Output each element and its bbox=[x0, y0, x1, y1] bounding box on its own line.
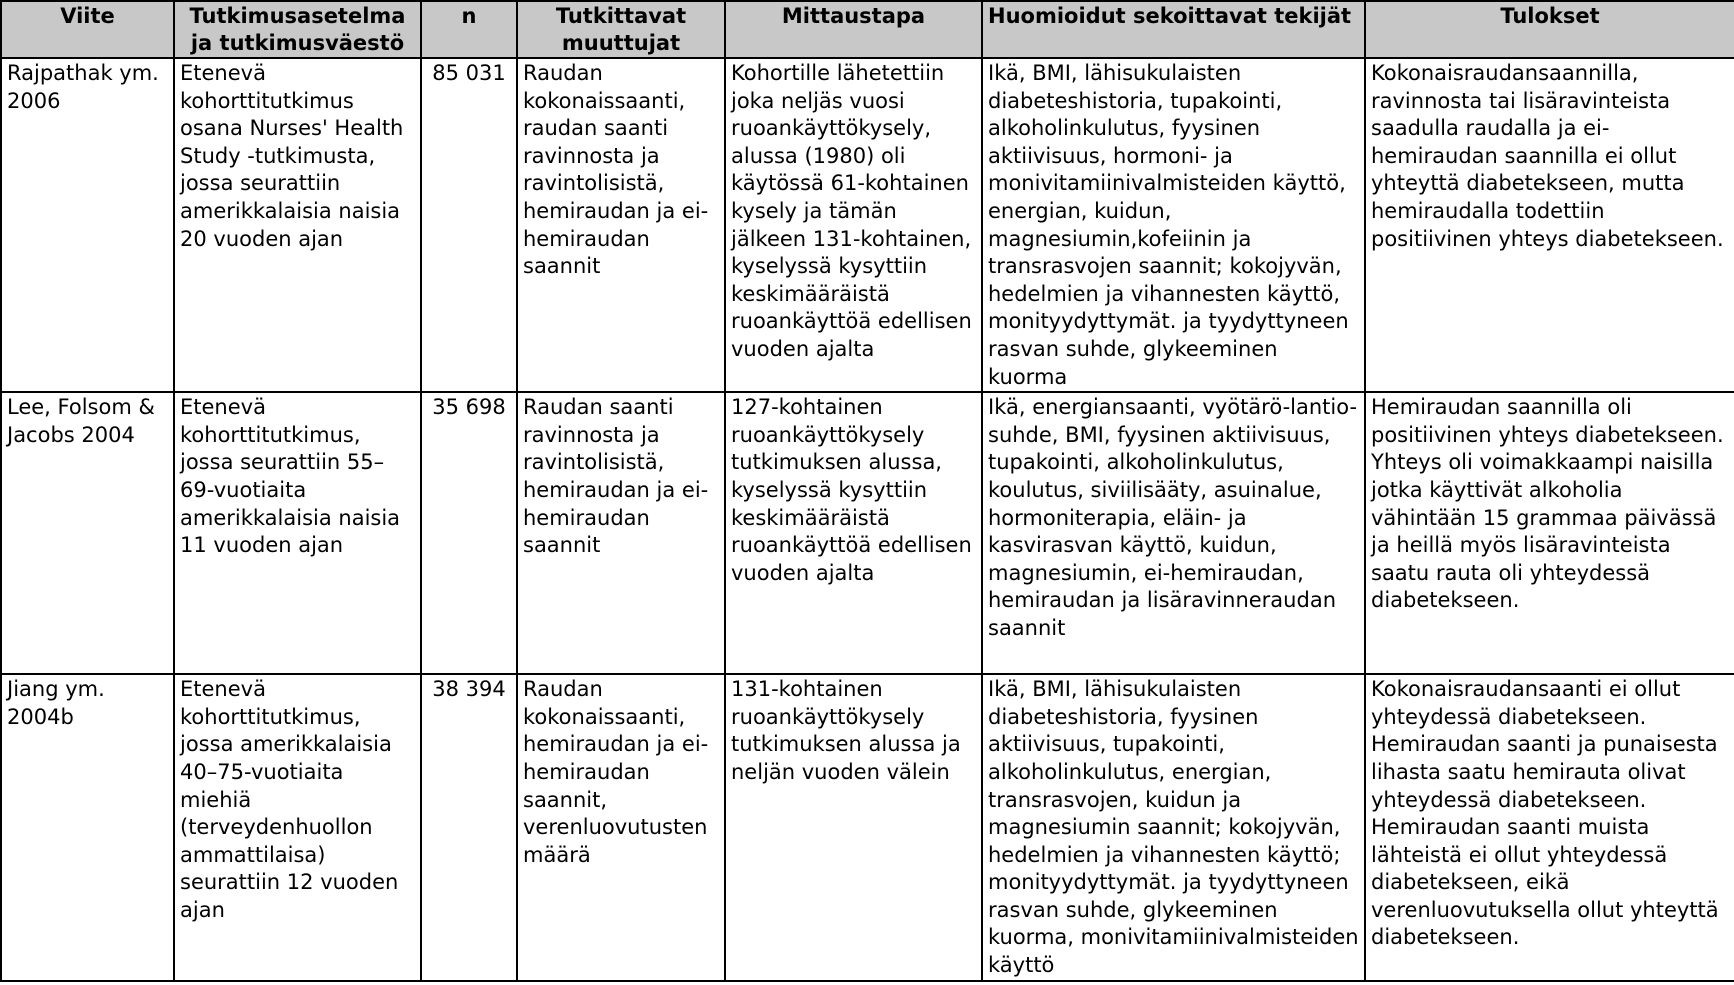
header-sekoittavat-tekijat: Huomioidut sekoittavat tekijät bbox=[982, 1, 1365, 58]
header-tulokset: Tulokset bbox=[1365, 1, 1734, 58]
header-viite: Viite bbox=[1, 1, 174, 58]
header-tutkimusasetelma: Tutkimusasetelma ja tutkimusväestö bbox=[174, 1, 421, 58]
cell-muuttujat: Raudan kokonaissaanti, raudan saanti ravinnosta ja ravintolisistä, hemiraudan ja ei-hemiraudan saannit bbox=[517, 58, 725, 392]
header-n: n bbox=[421, 1, 517, 58]
table-row bbox=[1, 58, 1734, 392]
cell-sekoittavat: Ikä, BMI, lähisukulaisten diabeteshistoria, fyysinen aktiivisuus, tupakointi, alkoholinkulutus, energian, transrasvojen, kuidun ja magnesiumin saannit; kokojyvän, hedelmien ja vihannesten käyttö; monityydyttymät. ja tyydyttyneen rasvan suhde, glykeeminen kuorma, monivitamiinivalmisteiden käyttö bbox=[982, 674, 1365, 981]
header-row bbox=[1, 1, 1734, 58]
cell-muuttujat: Raudan kokonaissaanti, hemiraudan ja ei-hemiraudan saannit, verenluovutusten määrä bbox=[517, 674, 725, 981]
cell-n: 35 698 bbox=[421, 392, 517, 674]
cell-n: 38 394 bbox=[421, 674, 517, 981]
cell-tulokset: Hemiraudan saannilla oli positiivinen yhteys diabetekseen. Yhteys oli voimakkaampi naisilla jotka käyttivät alkoholia vähintään 15 grammaa päivässä ja heillä myös lisäravinteista saatu rauta oli yhteydessä diabetekseen. bbox=[1365, 392, 1734, 674]
cell-mittaustapa: Kohortille lähetettiin joka neljäs vuosi ruoankäyttökysely, alussa (1980) oli käytössä 61-kohtainen kysely ja tämän jälkeen 131-kohtainen, kyselyssä kysyttiin keskimääräistä ruoankäyttöä edellisen vuoden ajalta bbox=[725, 58, 982, 392]
cell-tutkimusasetelma: Etenevä kohorttitutkimus, jossa seurattiin 55–69-vuotiaita amerikkalaisia naisia 11 vuoden ajan bbox=[174, 392, 421, 674]
cell-viite: Lee, Folsom & Jacobs 2004 bbox=[1, 392, 174, 674]
cell-muuttujat: Raudan saanti ravinnosta ja ravintolisistä, hemiraudan ja ei-hemiraudan saannit bbox=[517, 392, 725, 674]
cell-tulokset: Kokonaisraudansaanti ei ollut yhteydessä diabetekseen. Hemiraudan saanti ja punaisesta lihasta saatu hemirauta olivat yhteydessä diabetekseen. Hemiraudan saanti muista lähteistä ei ollut yhteydessä diabetekseen, eikä verenluovutuksella ollut yhteyttä diabetekseen. bbox=[1365, 674, 1734, 981]
header-tutkittavat-muuttujat: Tutkittavat muuttujat bbox=[517, 1, 725, 58]
cell-tutkimusasetelma: Etenevä kohorttitutkimus osana Nurses' Health Study -tutkimusta, jossa seurattiin amerikkalaisia naisia 20 vuoden ajan bbox=[174, 58, 421, 392]
table-row bbox=[1, 392, 1734, 674]
table-row bbox=[1, 674, 1734, 981]
cell-n: 85 031 bbox=[421, 58, 517, 392]
cell-viite: Jiang ym. 2004b bbox=[1, 674, 174, 981]
cell-sekoittavat: Ikä, BMI, lähisukulaisten diabeteshistoria, tupakointi, alkoholinkulutus, fyysinen aktiivisuus, hormoni- ja monivitamiinivalmisteiden käyttö, energian, kuidun, magnesiumin,kofeiinin ja transrasvojen saannit; kokojyvän, hedelmien ja vihannesten käyttö, monityydyttymät. ja tyydyttyneen rasvan suhde, glykeeminen kuorma bbox=[982, 58, 1365, 392]
cell-mittaustapa: 131-kohtainen ruoankäyttökysely tutkimuksen alussa ja neljän vuoden välein bbox=[725, 674, 982, 981]
header-mittaustapa: Mittaustapa bbox=[725, 1, 982, 58]
cell-tutkimusasetelma: Etenevä kohorttitutkimus, jossa amerikkalaisia 40–75-vuotiaita miehiä (terveydenhuollon ammattilaisa) seurattiin 12 vuoden ajan bbox=[174, 674, 421, 981]
cell-mittaustapa: 127-kohtainen ruoankäyttökysely tutkimuksen alussa, kyselyssä kysyttiin keskimääräistä ruoankäyttöä edellisen vuoden ajalta bbox=[725, 392, 982, 674]
cell-viite: Rajpathak ym. 2006 bbox=[1, 58, 174, 392]
cell-sekoittavat: Ikä, energiansaanti, vyötärö-lantio-suhde, BMI, fyysinen aktiivisuus, tupakointi, alkoholinkulutus, koulutus, siviilisääty, asuinalue, hormoniterapia, eläin- ja kasvirasvan käyttö, kuidun, magnesiumin, ei-hemiraudan, hemiraudan ja lisäravinneraudan saannit bbox=[982, 392, 1365, 674]
cell-tulokset: Kokonaisraudansaannilla, ravinnosta tai lisäravinteista saadulla raudalla ja ei-hemiraudan saannilla ei ollut yhteyttä diabetekseen, mutta hemiraudalla todettiin positiivinen yhteys diabetekseen. bbox=[1365, 58, 1734, 392]
